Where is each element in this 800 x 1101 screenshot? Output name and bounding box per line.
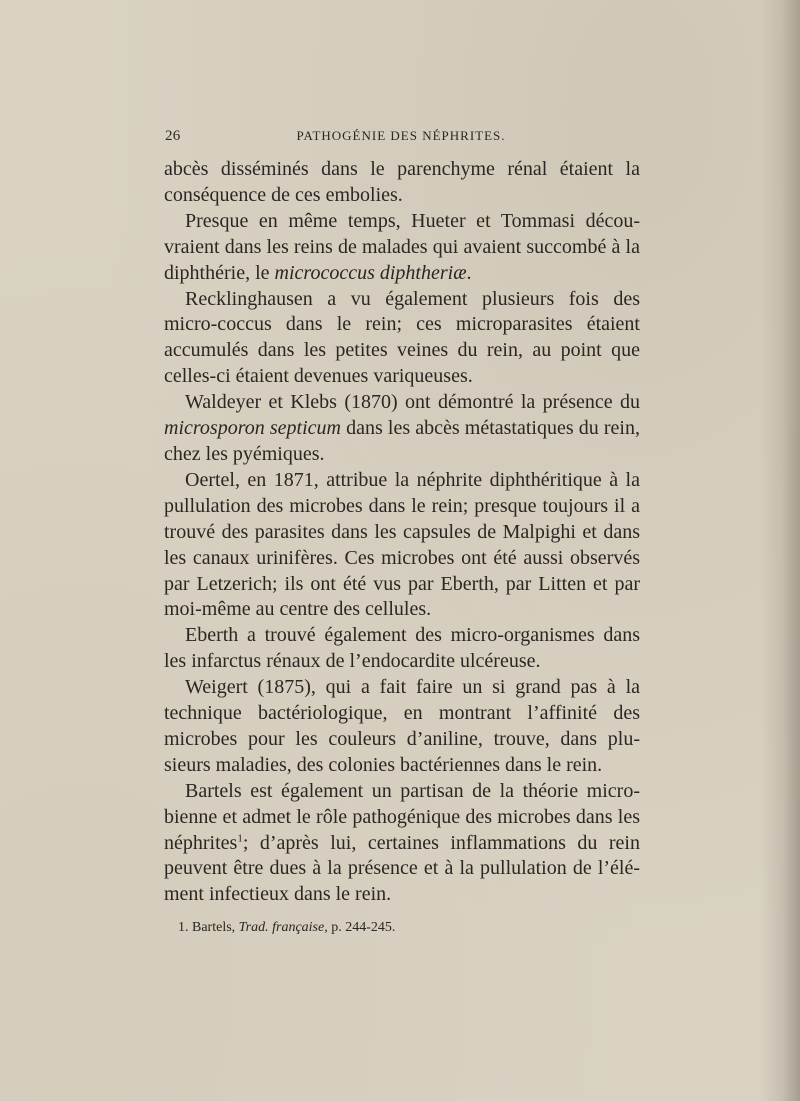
footnote-text: 1. Bartels, bbox=[178, 920, 239, 935]
page-header bbox=[165, 128, 637, 150]
page-edge-shadow bbox=[782, 0, 800, 1101]
footnote-reference[interactable]: 1 bbox=[237, 831, 243, 844]
page-number: 26 bbox=[165, 128, 181, 144]
paragraph-8 bbox=[164, 779, 640, 909]
running-title: PATHOGÉNIE DES NÉPHRITES. bbox=[296, 128, 506, 143]
paragraph-3 bbox=[164, 287, 640, 391]
footnote bbox=[178, 919, 638, 937]
paragraph-2-end: . bbox=[466, 261, 472, 284]
body-text bbox=[164, 157, 640, 908]
paragraph-5-text: Oertel, en 1871, attribue la néphrite diphthéritique à la pullulation des microbes dans le rein; presque toujours il a trouvé des parasites dans les capsules de Malpighi et dans les canaux urinifères. Ces microbes ont été aussi observés par Letzerich; ils ont été vus par Eberth, par Litten et par moi-même au centre des cellules. bbox=[164, 468, 640, 621]
footnote-end: , p. 244-245. bbox=[324, 920, 396, 935]
paragraph-4-text: Waldeyer et Klebs (1870) ont démontré la présence du bbox=[185, 391, 640, 414]
paragraph-5 bbox=[164, 468, 640, 623]
paragraph-1 bbox=[164, 157, 640, 209]
paragraph-7 bbox=[164, 675, 640, 779]
paragraph-1-text: abcès disséminés dans le parenchyme rénal étaient la conséquence de ces embolies. bbox=[164, 158, 640, 206]
paragraph-4 bbox=[164, 390, 640, 468]
paragraph-2-italic: micrococcus diphtheriæ bbox=[274, 261, 467, 284]
paragraph-4-italic: microsporon septicum bbox=[164, 417, 341, 440]
paragraph-8-end: ; d’après lui, certaines inflammations du rein peuvent être dues à la présence et à la pullulation de l’élé-ment infectieux dans le rein. bbox=[164, 831, 640, 906]
footnote-italic: Trad. française bbox=[238, 920, 325, 935]
paragraph-8-text: Bartels est également un partisan de la théorie micro-bienne et admet le rôle pathogénique des microbes dans les néphrites bbox=[164, 779, 640, 854]
paragraph-7-text: Weigert (1875), qui a fait faire un si grand pas à la technique bactériologique, en montrant l’affinité des microbes pour les couleurs d’aniline, trouve, dans plu-sieurs maladies, des colonies bactériennes dans le rein. bbox=[164, 676, 640, 776]
paragraph-4-end: dans les abcès métastatiques du rein, chez les pyémiques. bbox=[164, 417, 640, 465]
paragraph-2-text: Presque en même temps, Hueter et Tommasi décou-vraient dans les reins de malades qui avaient succombé à la diphthérie, le bbox=[164, 209, 640, 284]
paragraph-6-text: Eberth a trouvé également des micro-organismes dans les infarctus rénaux de l’endocardite ulcéreuse. bbox=[164, 624, 640, 673]
paragraph-3-text: Recklinghausen a vu également plusieurs fois des micro-coccus dans le rein; ces microparasites étaient accumulés dans les petites veines du rein, au point que celles-ci étaient devenues variqueuses. bbox=[164, 287, 640, 388]
paragraph-6 bbox=[164, 623, 640, 675]
paragraph-2 bbox=[164, 209, 640, 287]
